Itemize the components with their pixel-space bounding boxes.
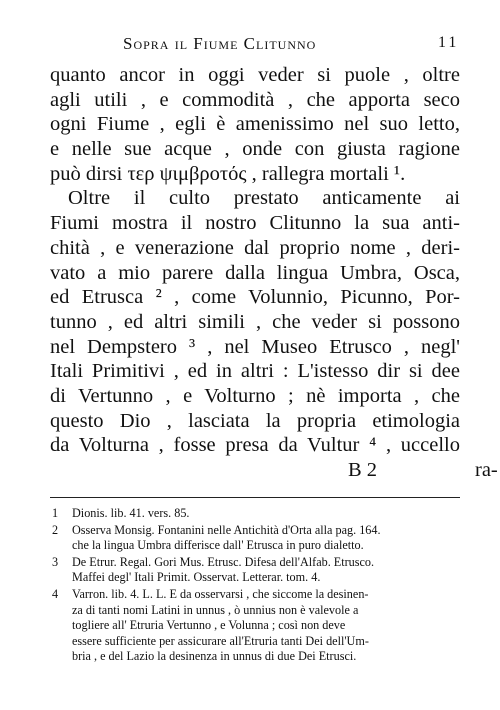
- footnote: [52, 506, 462, 522]
- footnote: [52, 555, 462, 586]
- text-line: ogni Fiume , egli è amenissimo nel suo letto,: [50, 113, 460, 136]
- footnote-line: Maffei degl' Itali Primit. Osservat. Letterar. tom. 4.: [72, 570, 321, 585]
- text-line: agli utili , e commodità , che apporta seco: [50, 88, 460, 111]
- footnote-number: 4: [52, 586, 59, 601]
- footnote: [52, 587, 462, 665]
- footnote-number: 1: [52, 506, 59, 520]
- running-title: Sopra il Fiume Clitunno: [123, 34, 317, 53]
- footnote-number: 3: [52, 554, 59, 569]
- footnote-number: 2: [52, 522, 59, 537]
- footnote-line: che la lingua Umbra differisce dall' Etrusca in puro dialetto.: [72, 538, 364, 553]
- running-header: [0, 34, 500, 56]
- page-number: 11: [438, 34, 460, 51]
- text-line: ed Etrusca ² , come Volunnio, Picunno, Por-: [50, 286, 460, 309]
- signature-line: [50, 458, 498, 483]
- footnote-line: bria , e del Lazio la desinenza in unnus di due Dei Etrusci.: [72, 649, 357, 664]
- text-line: chità , e venerazione dal proprio nome , deri-: [50, 236, 460, 259]
- text-line: questo Dio , lasciata la propria etimologia: [50, 409, 460, 432]
- footnote-line: essere sufficiente per assicurare all'Etruria tanti Dei dell'Um-: [72, 633, 369, 648]
- footnote-line: za di tanti nomi Latini in unnus , ò unnius non è valevole a: [72, 602, 359, 617]
- signature-mark: B 2: [348, 459, 378, 481]
- footnote-divider: [50, 497, 460, 498]
- text-line: di Vertunno , e Volturno ; nè importa , che: [50, 384, 460, 407]
- text-line: Itali Primitivi , ed in altri : L'istesso dir si dee: [50, 360, 460, 383]
- footnotes: [52, 506, 462, 666]
- text-line: può dirsi τερ ψιμβροτός , rallegra mortali ¹.: [50, 162, 406, 185]
- main-text: [50, 63, 498, 483]
- text-line: Fiumi mostra il nostro Clitunno la sua anti-: [50, 212, 460, 235]
- text-line: quanto ancor in oggi veder si puole , oltre: [50, 64, 460, 86]
- text-line: e nelle sue acque , onde con giusta ragione: [50, 138, 460, 161]
- catchword: ra-: [475, 459, 498, 481]
- text-line: tunno , ed altri simili , che veder si possono: [50, 310, 460, 333]
- text-line: nel Dempstero ³ , nel Museo Etrusco , negl': [50, 335, 460, 358]
- footnote-line: Osserva Monsig. Fontanini nelle Antichità d'Orta alla pag. 164.: [72, 522, 381, 537]
- footnote-line: Varron. lib. 4. L. L. E da osservarsi , che siccome la desinen-: [72, 586, 369, 601]
- footnote-line: Dionis. lib. 41. vers. 85.: [72, 506, 190, 520]
- text-line: da Volturna , fosse presa da Vultur ⁴ , uccello: [50, 434, 460, 457]
- text-line: Oltre il culto prestato anticamente ai: [68, 187, 460, 210]
- footnote: [52, 523, 462, 554]
- footnote-line: De Etrur. Regal. Gori Mus. Etrusc. Difesa dell'Alfab. Etrusco.: [72, 554, 375, 569]
- footnote-line: togliere all' Etruria Vertunno , e Volunna ; così non deve: [72, 618, 346, 633]
- text-line: vato a mio parere dalla lingua Umbra, Osca,: [50, 261, 460, 284]
